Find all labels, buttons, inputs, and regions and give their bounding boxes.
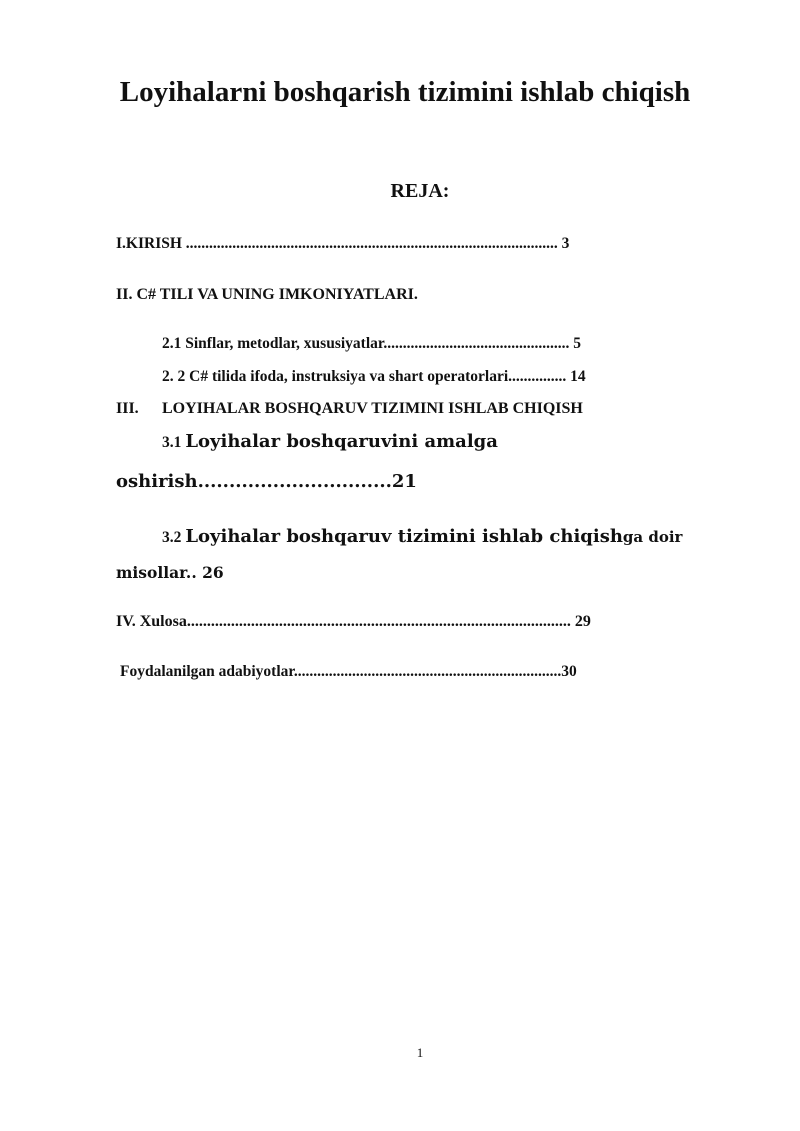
toc-item-3-1-number: 3.1 <box>162 434 182 451</box>
toc-item-2-2: 2. 2 C# tilida ifoda, instruksiya va shart operatorlari............... 14 <box>162 368 586 385</box>
toc-section-3-title: LOYIHALAR BOSHQARUV TIZIMINI ISHLAB CHIQISH <box>162 400 583 417</box>
toc-item-adabiyotlar: Foydalanilgan adabiyotlar.....................................................................30 <box>120 663 577 680</box>
toc-item-3-2-continuation: misollar.. 26 <box>116 563 224 582</box>
toc-item-xulosa: IV. Xulosa................................................................................................ 29 <box>116 613 591 630</box>
toc-item-3-1-continuation: oshirish...............................21 <box>116 471 417 492</box>
page-number: 1 <box>416 1045 424 1060</box>
toc-item-3-1 <box>162 431 498 452</box>
document-title: Loyihalarni boshqarish tizimini ishlab chiqish <box>119 76 691 108</box>
toc-section-3-number: III. <box>116 400 139 417</box>
toc-item-3-2-tail: ga doir <box>622 528 683 546</box>
toc-section-2-heading: II. C# TILI VA UNING IMKONIYATLARI. <box>116 286 418 303</box>
toc-item-3-2-number: 3.2 <box>162 529 182 546</box>
toc-item-3-2 <box>162 526 682 547</box>
toc-item-3-2-text: Loyihalar boshqaruv tizimini ishlab chiqish <box>185 526 623 547</box>
toc-item-kirish: I.KIRISH ................................................................................................ 3 <box>116 235 570 252</box>
plan-heading: REJA: <box>390 180 450 202</box>
toc-item-2-1: 2.1 Sinflar, metodlar, xususiyatlar................................................ 5 <box>162 335 581 352</box>
toc-item-3-1-text: Loyihalar boshqaruvini amalga <box>185 431 498 452</box>
